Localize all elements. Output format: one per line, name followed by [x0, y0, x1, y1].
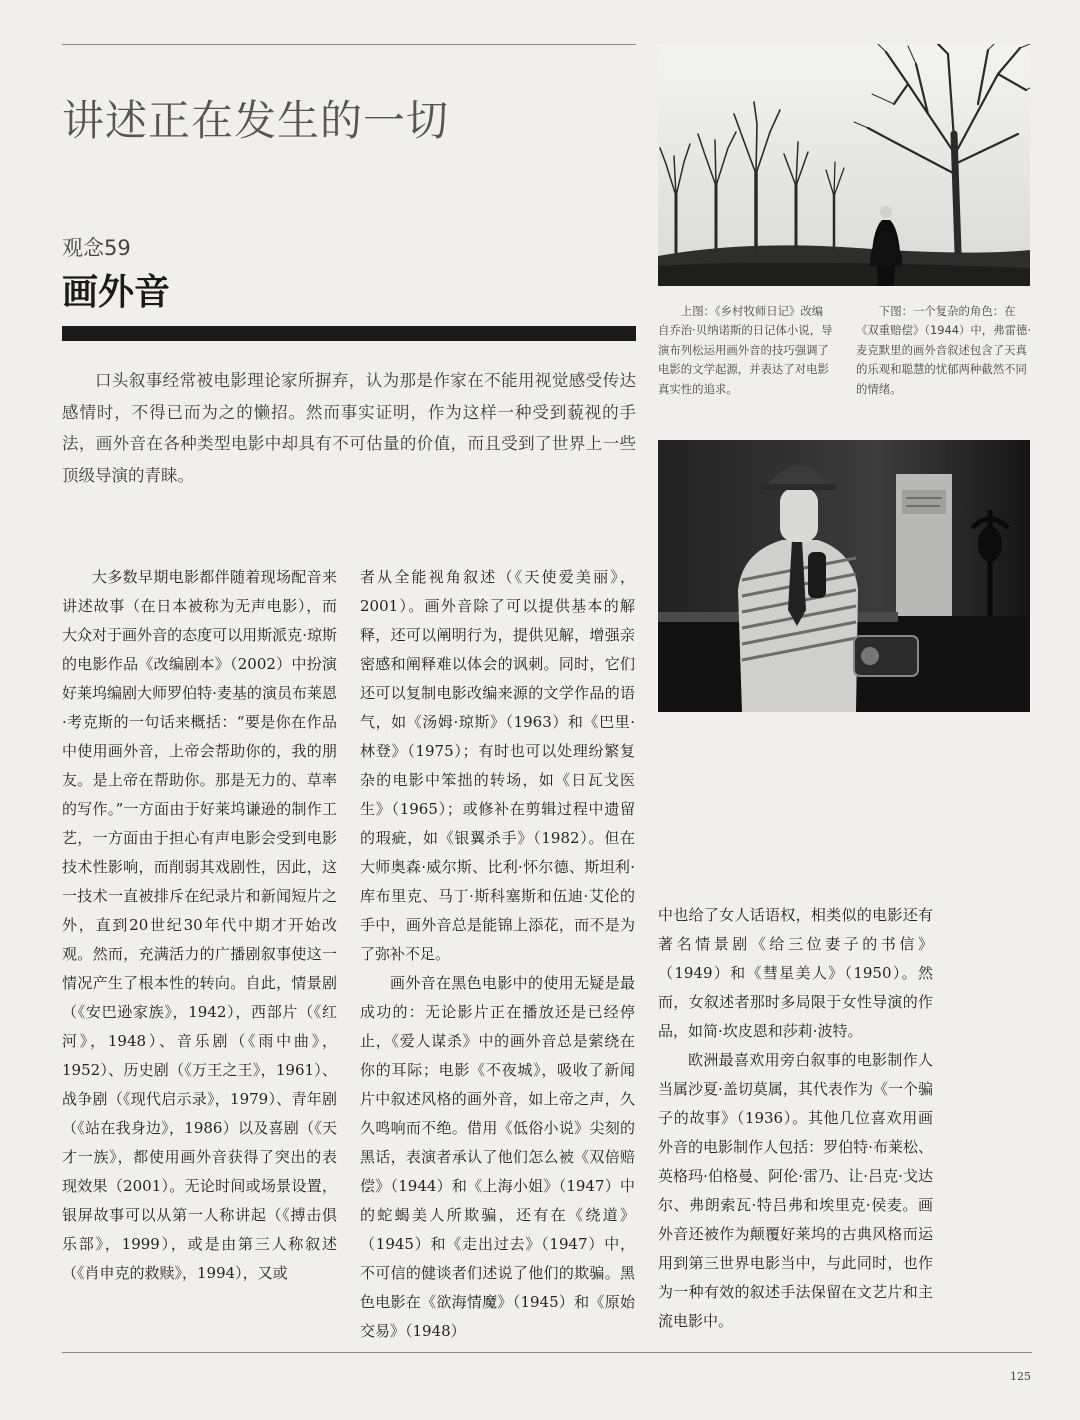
page-number: 125	[1010, 1370, 1031, 1383]
intro-paragraph: 口头叙事经常被电影理论家所摒弃，认为那是作家在不能用视觉感受传达感情时，不得已而为之的懒招。然而事实证明，作为这样一种受到藐视的手法，画外音在各种类型电影中却具有不可估量的价值，而且受到了世界上一些顶级导演的青睐。	[62, 371, 636, 485]
body-paragraph: 中也给了女人话语权，相类似的电影还有著名情景剧《给三位妻子的书信》（1949）和《彗星美人》（1950）。然而，女叙述者那时多局限于女性导演的作品，如简·坎皮恩和莎莉·波特。	[658, 906, 933, 1040]
page-title: 讲述正在发生的一切	[62, 96, 450, 145]
photo-double-indemnity	[658, 440, 1030, 712]
body-paragraph: 欧洲最喜欢用旁白叙事的电影制作人当属沙夏·盖切莫属，其代表作为《一个骗子的故事》（1936）。其他几位喜欢用画外音的电影制作人包括：罗伯特·布莱松、英格玛·伯格曼、阿伦·雷乃、让·吕克·戈达尔、弗朗索瓦·特吕弗和埃里克·侯麦。画外音还被作为颠覆好莱坞的古典风格而运用到第三世界电影当中，与此同时，也作为一种有效的叙述手法保留在文艺片和主流电影中。	[658, 1051, 933, 1330]
body-paragraph: 画外音在黑色电影中的使用无疑是最成功的：无论影片正在播放还是已经停止，《爱人谋杀》中的画外音总是萦绕在你的耳际；电影《不夜城》，吸收了新闻片中叙述风格的画外音，如上帝之声，久久鸣响而不绝。借用《低俗小说》尖刻的黑话，表演者承认了他们怎么被《双倍赔偿》（1944）和《上海小姐》（1947）中的蛇蝎美人所欺骗，还有在《绕道》（1945）和《走出过去》（1947）中，不可信的健谈者们述说了他们的欺骗。黑色电影在《欲海情魔》（1945）和《原始交易》（1948）	[360, 974, 635, 1340]
body-paragraph: 大多数早期电影都伴随着现场配音来讲述故事（在日本被称为无声电影），而大众对于画外音的态度可以用斯派克·琼斯的电影作品《改编剧本》（2002）中扮演好莱坞编剧大师罗伯特·麦基的演员布莱恩·考克斯的一句话来概括：“要是你在作品中使用画外音，上帝会帮助你的，我的朋友。是上帝在帮助你。那是无力的、草率的写作。”一方面由于好莱坞谦逊的制作工艺，一方面由于担心有声电影会受到电影技术性影响，而削弱其戏剧性，因此，这一技术一直被排斥在纪录片和新闻短片之外，直到20世纪30年代中期才开始改观。然而，充满活力的广播剧叙事使这一情况产生了根本性的转向。自此，情景剧（《安巴逊家族》，1942），西部片（《红河》，1948）、音乐剧（《雨中曲》，1952）、历史剧（《万王之王》，1961）、战争剧（《现代启示录》，1979）、青年剧（《站在我身边》，1986）以及喜剧（《天才一族》，都使用画外音获得了突出的表现效果（2001）。无论时间或场景设置，银屏故事可以从第一人称讲起（《搏击俱乐部》，1999），或是由第三人称叙述（《肖申克的救赎》，1994），又或	[62, 568, 337, 1282]
caption-text: 下图：一个复杂的角色：在《双重赔偿》（1944）中，弗雷德·麦克默里的画外音叙述包含了天真的乐观和聪慧的忧郁两种截然不同的情绪。	[856, 304, 1031, 396]
body-column-1	[62, 563, 337, 1288]
caption-text: 上图：《乡村牧师日记》改编自乔治·贝纳诺斯的日记体小说，导演布列松运用画外音的技巧强调了电影的文学起源，并表达了对电影真实性的追求。	[658, 304, 833, 396]
concept-label: 观念59	[62, 236, 131, 260]
bottom-rule	[62, 1352, 1032, 1353]
body-column-3	[658, 901, 933, 1336]
caption-top-photo	[658, 302, 834, 399]
body-paragraph: 者从全能视角叙述（《天使爱美丽》，2001）。画外音除了可以提供基本的解释，还可以阐明行为，提供见解，增强亲密感和阐释难以体会的讽刺。同时，它们还可以复制电影改编来源的文学作品的语气，如《汤姆·琼斯》（1963）和《巴里·林登》（1975）；有时也可以处理纷繁复杂的电影中笨拙的转场，如《日瓦戈医生》（1965）；或修补在剪辑过程中遗留的瑕疵，如《银翼杀手》（1982）。但在大师奥森·威尔斯、比利·怀尔德、斯坦利·库布里克、马丁·斯科塞斯和伍迪·艾伦的手中，画外音总是能锦上添花，而不是为了弥补不足。	[360, 568, 635, 963]
body-column-2	[360, 563, 635, 1346]
top-rule	[62, 44, 636, 45]
caption-bottom-photo	[856, 302, 1032, 399]
section-divider-bar	[62, 326, 636, 341]
section-title: 画外音	[62, 272, 171, 313]
photo-country-priest	[658, 44, 1030, 286]
